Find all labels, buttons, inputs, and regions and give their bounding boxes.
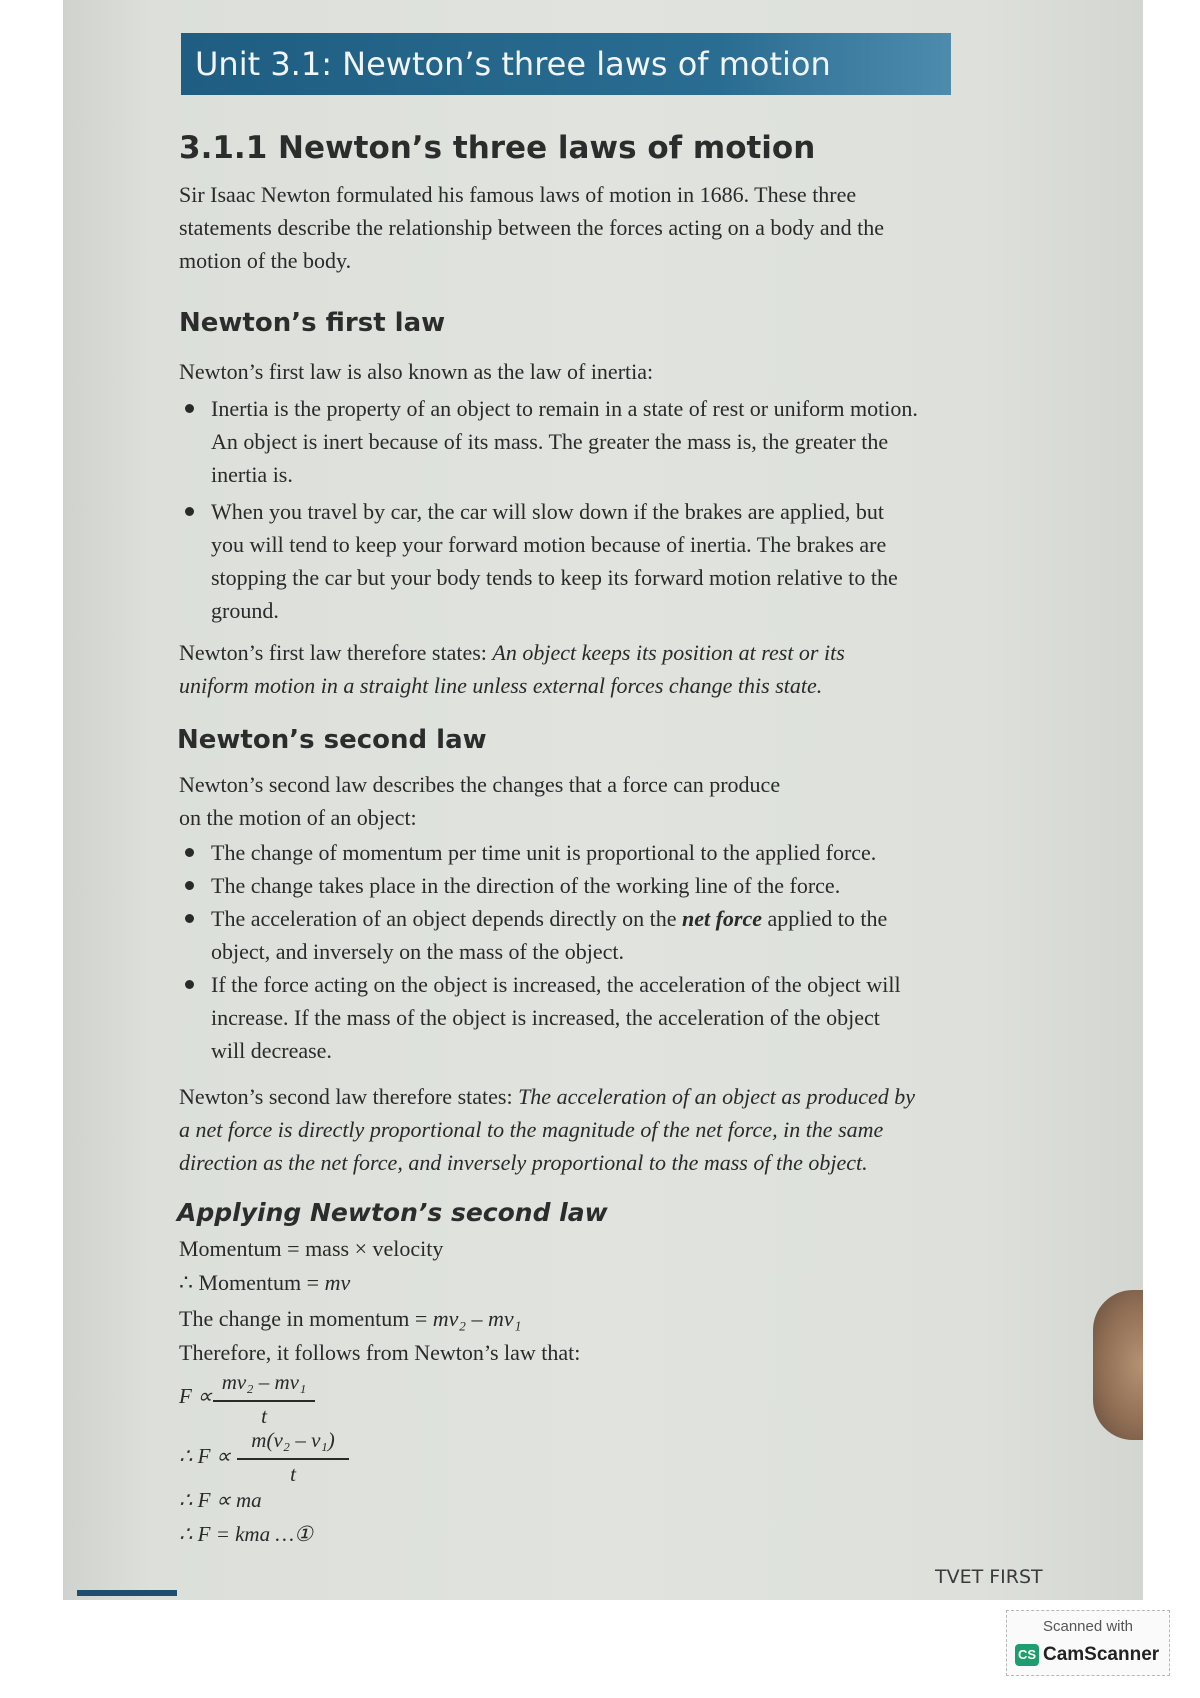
camscanner-stamp: [1006, 1610, 1170, 1676]
equation-line: ∴ F ∝: [179, 1444, 231, 1468]
camscanner-logo-icon: CS: [1015, 1644, 1039, 1666]
unit-title: Unit 3.1: Newton’s three laws of motion: [195, 45, 831, 83]
stamp-brand: CamScanner: [1043, 1644, 1160, 1665]
second-law-bullets: [179, 836, 919, 1067]
bullet-dot: [185, 404, 194, 413]
fraction-bar: [237, 1458, 349, 1460]
equation-line: The change in momentum = mv₂ – mv₁: [179, 1306, 522, 1331]
equation-line: ∴ F = kma …①: [179, 1522, 313, 1546]
equation-line: Therefore, it follows from Newton’s law that:: [179, 1340, 581, 1365]
bullet-dot: [185, 507, 194, 516]
equation-line: F ∝: [179, 1384, 213, 1408]
equation-line: ∴ Momentum = mv: [179, 1270, 351, 1295]
section-intro: Sir Isaac Newton formulated his famous laws of motion in 1686. These three statements describe the relationship between the forces acting on a body and the motion of the body.: [179, 182, 884, 273]
bullet-dot: [185, 848, 194, 857]
applying-heading: Applying Newton’s second law: [177, 1198, 608, 1227]
fraction-bar: [213, 1400, 315, 1402]
section-heading: 3.1.1 Newton’s three laws of motion: [179, 130, 816, 166]
list-item: The change takes place in the direction of the working line of the force.: [179, 869, 919, 902]
fraction: mv₂ – mv₁ t: [213, 1370, 315, 1436]
stamp-caption: Scanned with: [1042, 1618, 1134, 1635]
equation-line: ∴ F ∝ ma: [179, 1488, 262, 1512]
list-item: The acceleration of an object depends directly on the net force applied to the object, and inversely on the mass of the object.: [179, 902, 919, 968]
fraction: m(v₂ – v₁) t: [237, 1428, 349, 1494]
footer-bar: [77, 1590, 177, 1596]
first-law-intro: Newton’s first law is also known as the law of inertia:: [179, 359, 654, 384]
footer-text: TVET FIRST: [935, 1566, 1043, 1588]
list-item: Inertia is the property of an object to remain in a state of rest or uniform motion. An object is inert because of its mass. The greater the mass is, the greater the inertia is.: [179, 392, 919, 491]
bullet-dot: [185, 980, 194, 989]
first-law-statement: Newton’s first law therefore states: An object keeps its position at rest or its uniform motion in a straight line unless external forces change this state.: [179, 640, 845, 698]
second-law-statement: Newton’s second law therefore states: The acceleration of an object as produced by a net force is directly proportional to the magnitude of the net force, in the same direction as the net force, and inversely proportional to the mass of the object.: [179, 1084, 915, 1175]
second-law-intro: Newton’s second law describes the changes that a force can produce on the motion of an object:: [179, 772, 781, 830]
bullet-dot: [185, 914, 194, 923]
list-item: If the force acting on the object is increased, the acceleration of the object will increase. If the mass of the object is increased, the acceleration of the object will decrease.: [179, 968, 919, 1067]
unit-banner: [181, 33, 951, 95]
thumb-shadow: [1093, 1290, 1143, 1440]
second-law-heading: Newton’s second law: [177, 725, 487, 755]
first-law-heading: Newton’s first law: [179, 308, 446, 338]
first-law-bullets: [179, 392, 919, 627]
book-page: [63, 0, 1143, 1600]
bullet-dot: [185, 881, 194, 890]
list-item: The change of momentum per time unit is proportional to the applied force.: [179, 836, 919, 869]
equation-line: Momentum = mass × velocity: [179, 1236, 444, 1261]
list-item: When you travel by car, the car will slow down if the brakes are applied, but you will tend to keep your forward motion because of inertia. The brakes are stopping the car but your body tends to keep its forward motion relative to the ground.: [179, 495, 919, 627]
